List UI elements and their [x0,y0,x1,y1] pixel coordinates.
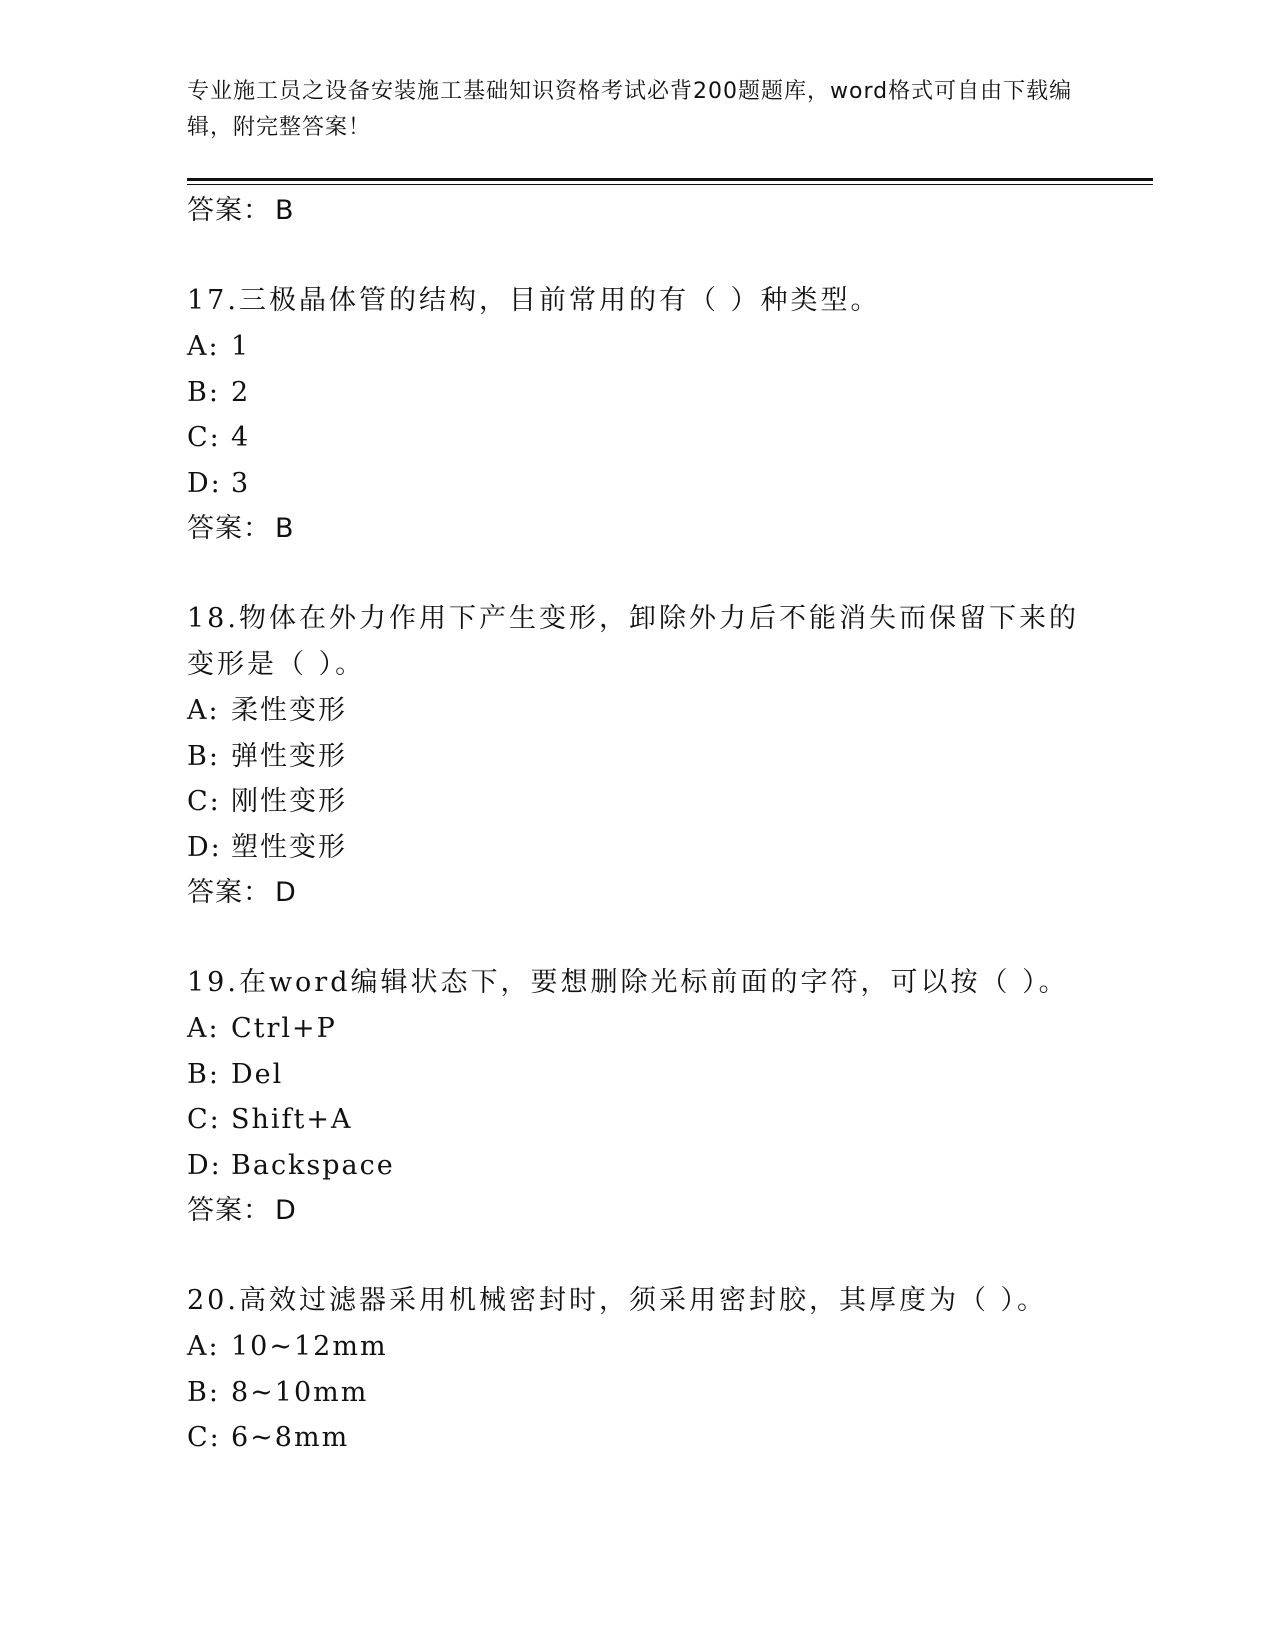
option-key: D: [187,467,222,499]
option-c [187,779,1087,825]
option-text: 8~10mm [231,1376,369,1408]
option-key: B: [187,1376,220,1408]
answer-line [187,188,1087,234]
question-text: 17.三极晶体管的结构，目前常用的有（ ）种类型。 [187,285,881,316]
answer-value: B [275,195,295,226]
answer-label: 答案： [187,513,271,544]
header-divider-thin [187,184,1153,185]
question-block-18 [187,596,1087,916]
answer-line [187,870,1087,916]
question-text: 18.物体在外力作用下产生变形，卸除外力后不能消失而保留下来的变形是（ ）。 [187,603,1079,680]
option-text: 1 [231,331,251,362]
option-key: A: [187,1331,220,1362]
answer-value: D [275,877,297,908]
option-key: B: [187,1058,220,1090]
option-key: A: [187,331,220,362]
option-key: B: [187,376,220,408]
option-text: 6~8mm [231,1422,350,1453]
option-c [187,1415,1087,1461]
option-text: 10~12mm [231,1331,388,1362]
option-text: Backspace [231,1149,395,1181]
question-text: 19.在word编辑状态下，要想删除光标前面的字符，可以按（ ）。 [187,967,1069,998]
answer-label: 答案： [187,877,271,908]
option-text: 4 [231,422,251,453]
option-d [187,461,1087,507]
answer-label: 答案： [187,1195,271,1226]
option-a [187,1324,1087,1370]
option-a [187,1006,1087,1052]
option-b [187,370,1087,416]
option-b [187,1052,1087,1098]
question-list [187,188,1087,1461]
answer-value: D [275,1195,297,1226]
option-b [187,1370,1087,1416]
page-header-title: 专业施工员之设备安装施工基础知识资格考试必背200题题库，word格式可自由下载编辑，附完整答案！ [187,79,1073,140]
option-key: C: [187,1104,221,1135]
option-key: A: [187,695,220,726]
option-b [187,734,1087,780]
option-text: Del [231,1058,284,1090]
header-divider-thick [187,178,1153,181]
option-a [187,324,1087,370]
option-text: 3 [231,467,251,499]
option-text: 2 [231,376,251,408]
option-key: B: [187,740,220,772]
option-text: Ctrl+P [231,1013,337,1044]
option-key: C: [187,1422,221,1453]
option-text: Shift+A [231,1104,353,1135]
answer-value: B [275,513,295,544]
question-block-17 [187,278,1087,552]
question-block-20 [187,1278,1087,1461]
answer-label: 答案： [187,195,271,226]
question-text: 20.高效过滤器采用机械密封时，须采用密封胶，其厚度为（ ）。 [187,1285,1048,1316]
option-key: C: [187,422,221,453]
option-text: 弹性变形 [231,740,347,772]
question-block-19 [187,960,1087,1234]
option-key: C: [187,786,221,817]
option-text: 柔性变形 [231,695,347,726]
option-d [187,1143,1087,1189]
option-a [187,688,1087,734]
option-d [187,825,1087,871]
option-c [187,1097,1087,1143]
option-key: D: [187,831,222,863]
option-c [187,415,1087,461]
answer-line [187,506,1087,552]
option-text: 刚性变形 [231,786,347,817]
option-text: 塑性变形 [231,831,347,863]
answer-line [187,1188,1087,1234]
option-key: A: [187,1013,220,1044]
option-key: D: [187,1149,222,1181]
